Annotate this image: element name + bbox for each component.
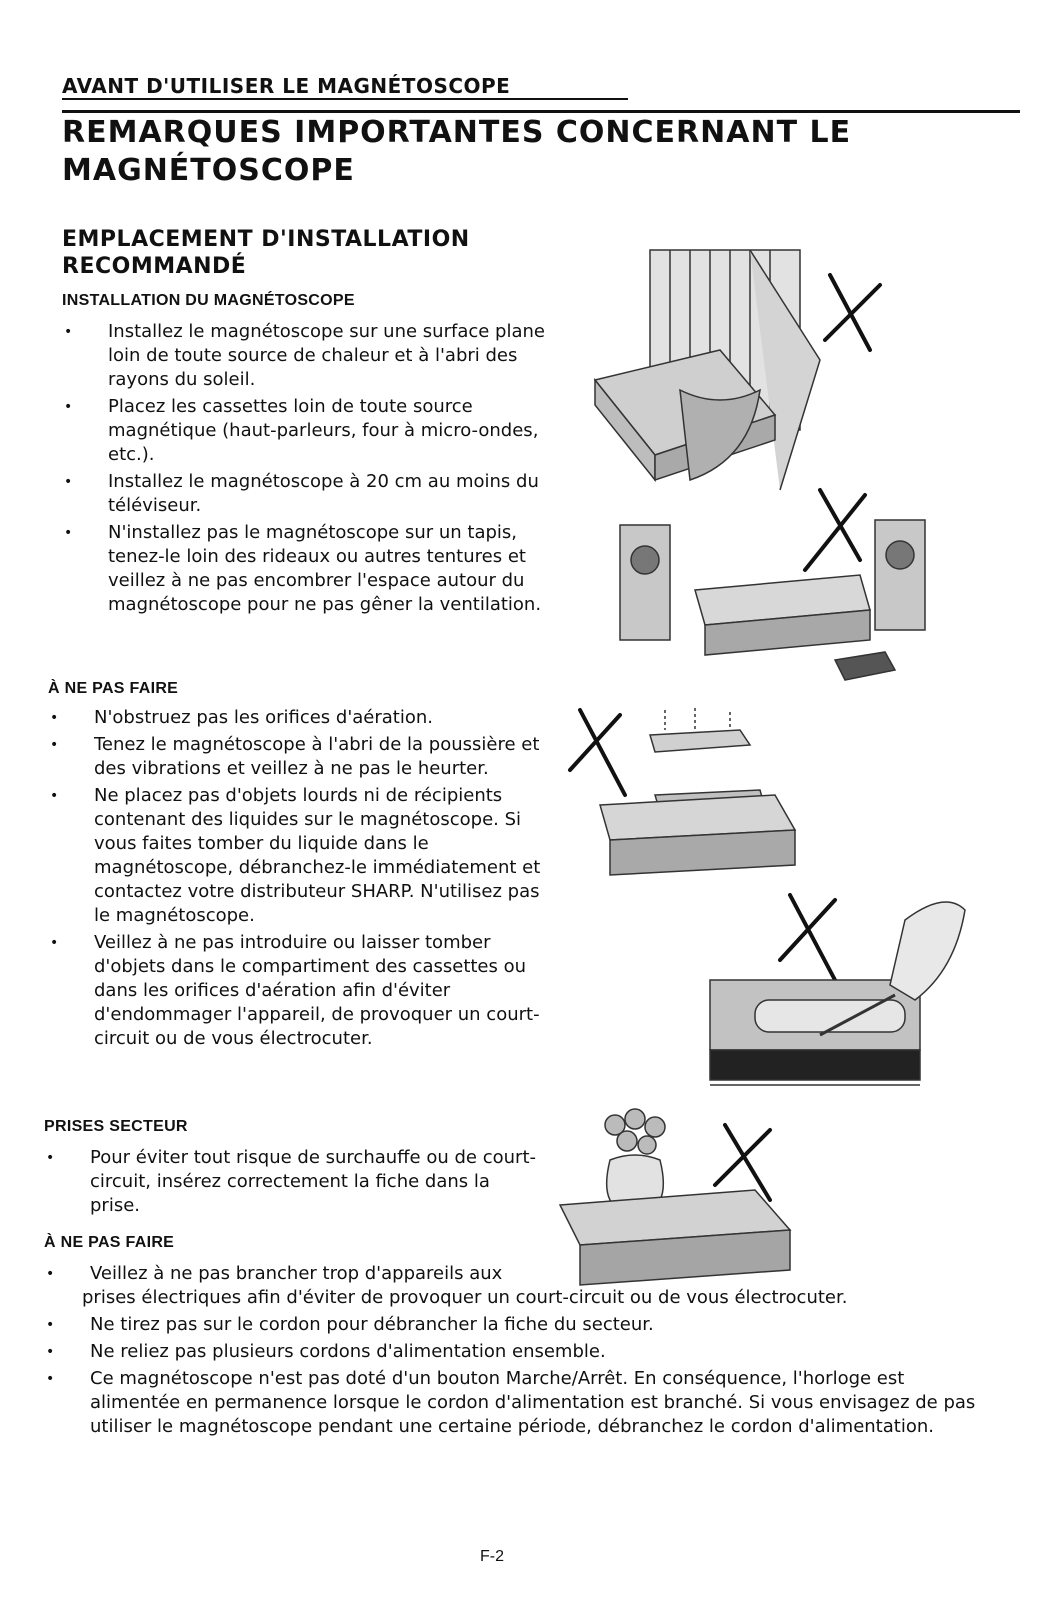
first-rest: prises électriques afin d'éviter de provoquer un court-circuit ou de vous électrocuter. <box>82 1287 848 1308</box>
power-dont-heading: À NE PAS FAIRE <box>44 1234 175 1251</box>
section-label: AVANT D'UTILISER LE MAGNÉTOSCOPE <box>62 74 511 98</box>
install-list-container <box>62 320 562 620</box>
vcr-near-speakers-illustration <box>610 480 940 695</box>
list-item: • Ne reliez pas plusieurs cordons d'alimentation ensemble. <box>44 1340 984 1364</box>
list-item: • N'installez pas le magnétoscope sur un tapis, tenez-le loin des rideaux ou autres tentures et veillez à ne pas encombrer l'espace autour du magnétoscope pour ne pas gêner la ventilation. <box>62 521 562 617</box>
inserting-object-illustration <box>705 880 975 1100</box>
list-item <box>44 1262 984 1310</box>
install-list <box>62 320 562 617</box>
x-mark-icon <box>570 710 625 795</box>
power-heading: PRISES SECTEUR <box>44 1118 188 1135</box>
page-number: F-2 <box>480 1548 504 1565</box>
object-on-vcr-illustration <box>565 700 825 880</box>
page-title <box>62 114 962 190</box>
dont-list-container <box>48 706 558 1054</box>
x-mark-icon <box>805 490 865 570</box>
power-list <box>44 1146 544 1218</box>
header-rule-thick <box>62 110 1020 113</box>
page-title-line2: MAGNÉTOSCOPE <box>62 153 355 188</box>
power-dont-list <box>44 1262 984 1439</box>
dont-list <box>48 706 558 1051</box>
installation-title-line1: EMPLACEMENT D'INSTALLATION <box>62 227 470 252</box>
vase-on-vcr-illustration <box>555 1105 825 1290</box>
list-item: • Tenez le magnétoscope à l'abri de la poussière et des vibrations et veillez à ne pas le heurter. <box>48 733 558 781</box>
list-item: • Installez le magnétoscope sur une surface plane loin de toute source de chaleur et à l'abri des rayons du soleil. <box>62 320 562 392</box>
list-item: • Veillez à ne pas introduire ou laisser tomber d'objets dans le compartiment des cassettes ou dans les orifices d'aération afin d'éviter d'endommager l'appareil, de provoquer un court-circuit ou de vous électrocuter. <box>48 931 558 1051</box>
power-list-container <box>44 1146 544 1221</box>
list-item: • Ne tirez pas sur le cordon pour débrancher la fiche du secteur. <box>44 1313 984 1337</box>
page-title-line1: REMARQUES IMPORTANTES CONCERNANT LE <box>62 115 852 150</box>
vcr-near-heater-illustration <box>580 240 910 495</box>
list-item: • Ne placez pas d'objets lourds ni de récipients contenant des liquides sur le magnétoscope. Si vous faites tomber du liquide dans le magnétoscope, débranchez-le immédiatement et contactez votre distributeur SHARP. N'utilisez pas le magnétoscope. <box>48 784 558 928</box>
dont-heading: À NE PAS FAIRE <box>48 680 179 697</box>
power-dont-list-container <box>44 1262 984 1442</box>
header-rule-thin <box>62 98 628 100</box>
list-item: • Placez les cassettes loin de toute source magnétique (haut-parleurs, four à micro-ondes, etc.). <box>62 395 562 467</box>
x-mark-icon <box>780 895 835 980</box>
installation-title <box>62 226 582 280</box>
list-item: • Installez le magnétoscope à 20 cm au moins du téléviseur. <box>62 470 562 518</box>
installation-title-line2: RECOMMANDÉ <box>62 254 247 279</box>
x-mark-icon <box>715 1125 770 1200</box>
list-item: • N'obstruez pas les orifices d'aération. <box>48 706 558 730</box>
x-mark-icon <box>825 275 880 350</box>
install-heading: INSTALLATION DU MAGNÉTOSCOPE <box>62 292 355 309</box>
list-item: • Pour éviter tout risque de surchauffe ou de court-circuit, insérez correctement la fiche dans la prise. <box>44 1146 544 1218</box>
list-item: • Ce magnétoscope n'est pas doté d'un bouton Marche/Arrêt. En conséquence, l'horloge est alimentée en permanence lorsque le cordon d'alimentation est branché. Si vous envisagez de pas utiliser le magnétoscope pendant une certaine période, débranchez le cordon d'alimentation. <box>44 1367 984 1439</box>
first-line: • Veillez à ne pas brancher trop d'appareils aux <box>90 1263 503 1284</box>
